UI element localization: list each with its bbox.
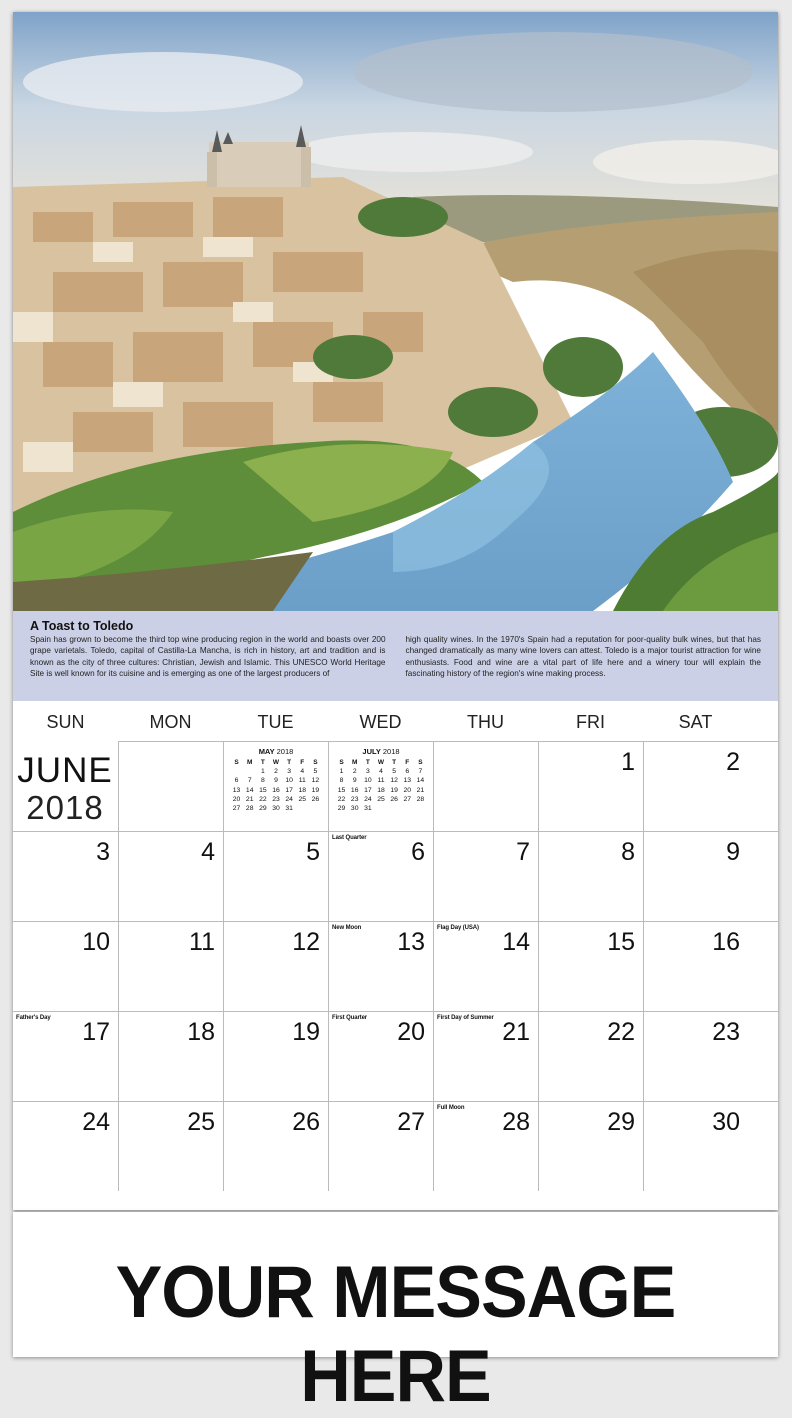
mini-day: 31 — [364, 805, 372, 813]
day-cell — [538, 1101, 643, 1191]
photo-description — [13, 611, 778, 701]
mini-day: 14 — [416, 777, 425, 785]
day-cell — [223, 831, 328, 921]
mini-day: 1 — [339, 768, 344, 776]
mini-day: 19 — [311, 786, 320, 794]
description-title: A Toast to Toledo — [30, 619, 134, 633]
mini-calendar-title — [335, 747, 427, 756]
day-number: 29 — [607, 1108, 635, 1136]
day-number: 1 — [621, 748, 635, 776]
mini-month-name: JULY — [362, 747, 381, 756]
weekday-header: THU — [467, 712, 504, 732]
mini-month-year: 2018 — [382, 747, 400, 756]
mini-day: 12 — [390, 777, 398, 785]
day-cell — [13, 921, 118, 1011]
day-cell — [118, 921, 223, 1011]
mini-day: 3 — [287, 768, 292, 776]
mini-day: 21 — [245, 795, 254, 803]
day-cell — [118, 1101, 223, 1191]
day-number: 28 — [502, 1108, 530, 1136]
mini-day: 28 — [245, 805, 254, 813]
holiday-note: New Moon — [332, 925, 362, 931]
mini-day: 10 — [285, 777, 293, 785]
mini-day: 18 — [298, 786, 307, 794]
mini-day: 8 — [339, 777, 344, 785]
mini-day: 2 — [352, 768, 357, 776]
day-cell — [643, 921, 778, 1011]
day-cell — [13, 831, 118, 921]
mini-weekday: S — [339, 759, 344, 767]
day-cell — [223, 1101, 328, 1191]
mini-day: 24 — [364, 795, 372, 803]
mini-day: 4 — [379, 768, 383, 776]
mini-calendar-title — [230, 747, 322, 756]
day-number: 18 — [187, 1018, 215, 1046]
mini-day: 9 — [274, 777, 278, 785]
mini-day: 20 — [403, 786, 412, 794]
mini-day: 7 — [418, 768, 423, 776]
day-cell — [538, 831, 643, 921]
mini-day: 22 — [259, 795, 267, 803]
mini-day: 13 — [232, 786, 241, 794]
day-cell — [643, 1011, 778, 1101]
month-title — [13, 741, 117, 827]
day-cell — [328, 1101, 433, 1191]
weekday-header: SAT — [678, 712, 713, 732]
day-number: 10 — [82, 928, 110, 956]
day-cell — [538, 921, 643, 1011]
mini-calendar-table — [230, 758, 322, 813]
mini-day: 23 — [350, 795, 359, 803]
mini-day: 23 — [272, 795, 280, 803]
mini-day: 18 — [377, 786, 385, 794]
mini-month-name: MAY — [258, 747, 275, 756]
day-cell — [118, 741, 223, 831]
month-year: 2018 — [26, 789, 104, 826]
mini-day: 30 — [350, 805, 359, 813]
toledo-photo — [13, 12, 778, 611]
mini-day: 16 — [350, 786, 359, 794]
day-number: 13 — [397, 928, 425, 956]
mini-day: 27 — [232, 805, 241, 813]
mini-day: 2 — [274, 768, 278, 776]
mini-day — [309, 804, 322, 813]
mini-day: 7 — [247, 777, 252, 785]
day-cell — [328, 831, 433, 921]
mini-day: 13 — [403, 777, 412, 785]
mini-day: 5 — [313, 768, 318, 776]
weekday-header: TUE — [257, 712, 294, 732]
description-column-2: high quality wines. In the 1970's Spain had a reputation for poor-quality bulk wines, but that has changed dramatically as many wine lovers can attest. Toledo is a major tourist attraction for wine enthusiasts. Food and wine are a vital part of life here and a winery tour will explain the fascinating history of the region's wine making process. — [405, 635, 761, 678]
mini-month-year: 2018 — [276, 747, 294, 756]
mini-day: 1 — [260, 768, 265, 776]
mini-day: 3 — [365, 768, 370, 776]
mini-day: 19 — [390, 786, 398, 794]
mini-weekday: M — [352, 759, 358, 767]
day-number: 5 — [306, 838, 320, 866]
day-number: 14 — [502, 928, 530, 956]
mini-day — [414, 804, 427, 813]
day-number: 6 — [411, 838, 425, 866]
day-cell — [643, 831, 778, 921]
day-number: 12 — [292, 928, 320, 956]
holiday-note: Last Quarter — [332, 835, 367, 841]
mini-day — [401, 804, 414, 813]
day-cell — [13, 1011, 118, 1101]
day-cell — [433, 1101, 538, 1191]
weekday-header: MON — [149, 712, 192, 732]
mini-weekday: S — [234, 759, 239, 767]
day-cell — [538, 741, 643, 831]
mini-day: 15 — [259, 786, 267, 794]
holiday-note: First Day of Summer — [437, 1015, 494, 1021]
mini-weekday: T — [287, 759, 292, 767]
day-number: 7 — [516, 838, 530, 866]
day-cell — [328, 741, 433, 831]
day-number: 20 — [397, 1018, 425, 1046]
mini-day: 5 — [392, 768, 397, 776]
day-cell — [223, 741, 328, 831]
mini-day: 15 — [337, 786, 346, 794]
day-number: 2 — [726, 748, 740, 776]
calendar-page — [13, 12, 778, 1210]
mini-weekday: W — [377, 759, 385, 767]
mini-day: 9 — [352, 777, 357, 785]
mini-day: 24 — [285, 795, 293, 803]
mini-day: 22 — [337, 795, 346, 803]
day-cell — [433, 1011, 538, 1101]
day-number: 24 — [82, 1108, 110, 1136]
mini-day: 29 — [259, 805, 267, 813]
day-cell — [328, 1011, 433, 1101]
mini-day: 27 — [403, 795, 412, 803]
day-cell — [118, 831, 223, 921]
mini-calendar-table — [335, 758, 427, 813]
description-column-1: Spain has grown to become the third top wine producing region in the world and boasts over 200 grape varietals. Toledo, capital of Castilla-La Mancha, is rich in history, art and tradition and is known as the city of three cultures: Christian, Jewish and Islamic. This UNESCO World Heritage Site is well known for its cuisine and is emerging as one of the largest producers of — [30, 635, 386, 678]
mini-weekday: M — [247, 759, 253, 767]
mini-day: 6 — [405, 768, 410, 776]
mini-day — [243, 767, 256, 776]
mini-day: 17 — [285, 786, 293, 794]
holiday-note: Full Moon — [437, 1105, 465, 1111]
mini-day — [230, 767, 243, 776]
mini-weekday: S — [418, 759, 423, 767]
day-number: 26 — [292, 1108, 320, 1136]
day-number: 15 — [607, 928, 635, 956]
day-cell — [538, 1011, 643, 1101]
mini-day: 16 — [272, 786, 280, 794]
day-number: 3 — [96, 838, 110, 866]
day-number: 9 — [726, 838, 740, 866]
mini-day: 12 — [311, 777, 320, 785]
mini-weekday: F — [405, 759, 410, 767]
message-panel — [13, 1212, 778, 1417]
advertiser-message: YOUR MESSAGE HERE — [115, 1251, 676, 1417]
day-number: 4 — [201, 838, 215, 866]
mini-day: 11 — [298, 777, 306, 785]
day-number: 22 — [607, 1018, 635, 1046]
day-cell — [433, 831, 538, 921]
mini-day: 31 — [285, 805, 293, 813]
mini-day: 4 — [300, 768, 305, 776]
mini-weekday: T — [392, 759, 397, 767]
day-cell — [433, 741, 538, 831]
mini-calendar-july — [335, 747, 427, 813]
day-cell — [643, 1101, 778, 1191]
weekday-header: WED — [359, 712, 402, 732]
mini-day: 30 — [272, 805, 280, 813]
mini-day: 20 — [232, 795, 241, 803]
month-name: JUNE — [17, 751, 113, 790]
day-cell — [13, 1101, 118, 1191]
mini-weekday: T — [365, 759, 370, 767]
mini-day: 17 — [364, 786, 372, 794]
mini-day: 14 — [245, 786, 254, 794]
mini-day: 28 — [416, 795, 425, 803]
holiday-note: Flag Day (USA) — [437, 925, 479, 931]
weekday-header: SUN — [46, 712, 85, 732]
holiday-note: Father's Day — [16, 1015, 51, 1021]
mini-day — [388, 804, 401, 813]
mini-day: 10 — [364, 777, 372, 785]
day-cell — [223, 921, 328, 1011]
day-cell — [433, 921, 538, 1011]
day-cell — [643, 741, 778, 831]
mini-day: 25 — [298, 795, 307, 803]
day-number: 25 — [187, 1108, 215, 1136]
holiday-note: First Quarter — [332, 1015, 368, 1021]
mini-day: 26 — [390, 795, 398, 803]
mini-day: 25 — [377, 795, 385, 803]
mini-day: 29 — [337, 805, 346, 813]
mini-day — [296, 804, 309, 813]
day-number: 23 — [712, 1018, 740, 1046]
day-number: 27 — [397, 1108, 425, 1136]
day-cell — [328, 921, 433, 1011]
weekday-header: FRI — [576, 712, 605, 732]
mini-day: 6 — [234, 777, 239, 785]
day-number: 11 — [189, 928, 215, 956]
day-number: 16 — [712, 928, 740, 956]
mini-day: 26 — [311, 795, 320, 803]
day-number: 8 — [621, 838, 635, 866]
mini-weekday: F — [300, 759, 305, 767]
day-number: 30 — [712, 1108, 740, 1136]
mini-day: 8 — [260, 777, 265, 785]
day-cell — [223, 1011, 328, 1101]
mini-day — [374, 804, 387, 813]
mini-weekday: S — [313, 759, 318, 767]
day-cell — [118, 1011, 223, 1101]
mini-day: 21 — [416, 786, 425, 794]
mini-day: 11 — [377, 777, 385, 785]
day-number: 21 — [502, 1018, 530, 1046]
mini-calendar-may — [230, 747, 322, 813]
mini-weekday: W — [272, 759, 280, 767]
mini-weekday: T — [260, 759, 265, 767]
day-number: 17 — [82, 1018, 110, 1046]
day-number: 19 — [292, 1018, 320, 1046]
day-cell — [13, 741, 118, 831]
